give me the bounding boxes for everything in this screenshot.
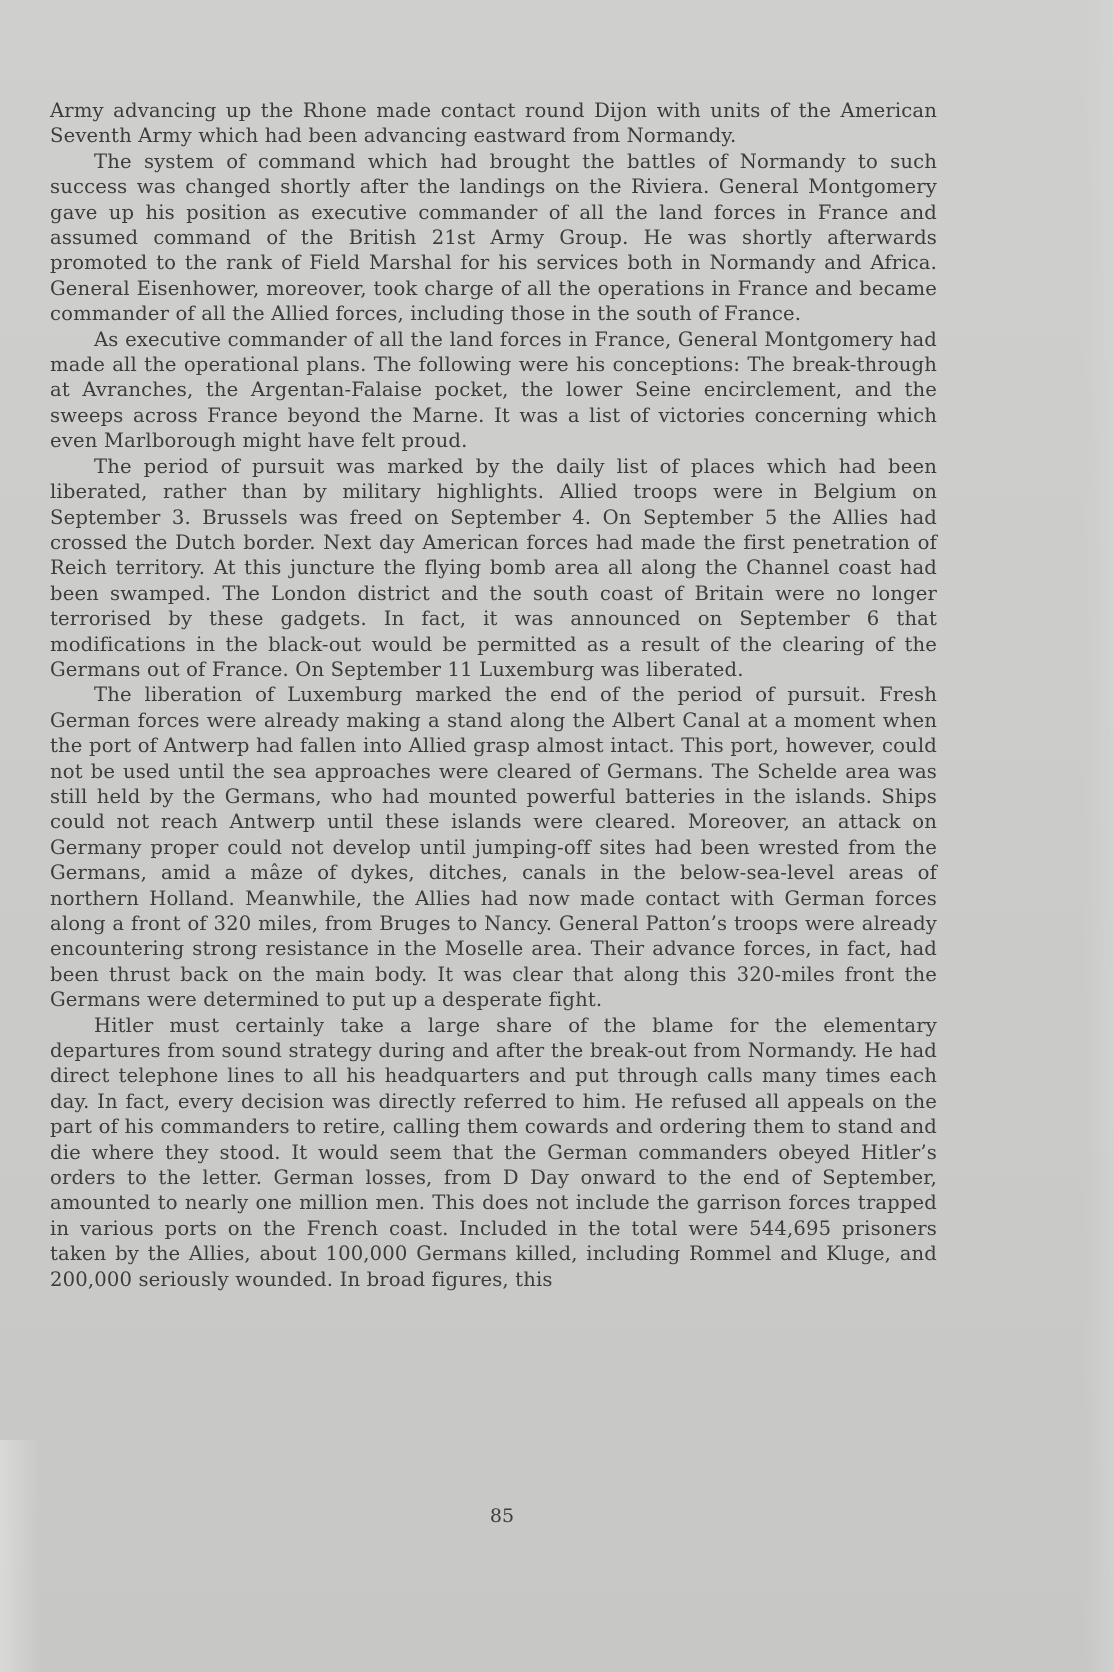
- paragraph: The system of command which had brought the battles of Normandy to such success was changed shortly after the landings on the Riviera. General Montgomery gave up his position as executive commander of all the land forces in France and assumed command of the British 21st Army Group. He was shortly afterwards promoted to the rank of Field Marshal for his services both in Normandy and Africa. General Eisenhower, moreover, took charge of all the operations in France and became commander of all the Allied forces, including those in the south of France.: [50, 149, 937, 326]
- page-edge-shading: [1084, 0, 1114, 1672]
- paragraph: As executive commander of all the land forces in France, General Montgomery had made all the operational plans. The following were his conceptions: The break-through at Avranches, the Argentan-Falaise pocket, the lower Seine encirclement, and the sweeps across France beyond the Marne. It was a list of victories concerning which even Marlborough might have felt proud.: [50, 327, 937, 453]
- paragraph: Hitler must certainly take a large share of the blame for the elementary departures from sound strategy during and after the break-out from Normandy. He had direct telephone lines to all his headquarters and put through calls many times each day. In fact, every decision was directly referred to him. He refused all appeals on the part of his commanders to retire, calling them cowards and ordering them to stand and die where they stood. It would seem that the German commanders obeyed Hitler’s orders to the letter. German losses, from D Day onward to the end of September, amounted to nearly one million men. This does not include the garrison forces trapped in various ports on the French coast. Included in the total were 544,695 prisoners taken by the Allies, about 100,000 Germans killed, including Rommel and Kluge, and 200,000 seriously wounded. In broad figures, this: [50, 1013, 937, 1291]
- paragraph: The period of pursuit was marked by the daily list of places which had been liberated, rather than by military highlights. Allied troops were in Belgium on September 3. Brussels was freed on September 4. On September 5 the Allies had crossed the Dutch border. Next day American forces had made the first penetration of Reich territory. At this juncture the flying bomb area all along the Channel coast had been swamped. The London district and the south coast of Britain were no longer terrorised by these gadgets. In fact, it was announced on September 6 that modifications in the black-out would be permitted as a result of the clearing of the Germans out of France. On September 11 Luxemburg was liberated.: [50, 454, 937, 681]
- paragraph: The liberation of Luxemburg marked the end of the period of pursuit. Fresh German forces were already making a stand along the Albert Canal at a moment when the port of Antwerp had fallen into Allied grasp almost intact. This port, however, could not be used until the sea approaches were cleared of Germans. The Schelde area was still held by the Germans, who had mounted powerful batteries in the islands. Ships could not reach Antwerp until these islands were cleared. Moreover, an attack on Germany proper could not develop until jumping-off sites had been wrested from the Germans, amid a mâze of dykes, ditches, canals in the below-sea-level areas of northern Holland. Meanwhile, the Allies had now made contact with German forces along a front of 320 miles, from Bruges to Nancy. General Patton’s troops were already encountering strong resistance in the Moselle area. Their advance forces, in fact, had been thrust back on the main body. It was clear that along this 320-miles front the Germans were determined to put up a desperate fight.: [50, 683, 937, 1012]
- page-edge-shading: [0, 1440, 40, 1672]
- body-text: [50, 98, 937, 1292]
- paragraph: Army advancing up the Rhone made contact round Dijon with units of the American Seventh Army which had been advancing eastward from Normandy.: [50, 99, 937, 148]
- page-number: 85: [489, 1505, 515, 1527]
